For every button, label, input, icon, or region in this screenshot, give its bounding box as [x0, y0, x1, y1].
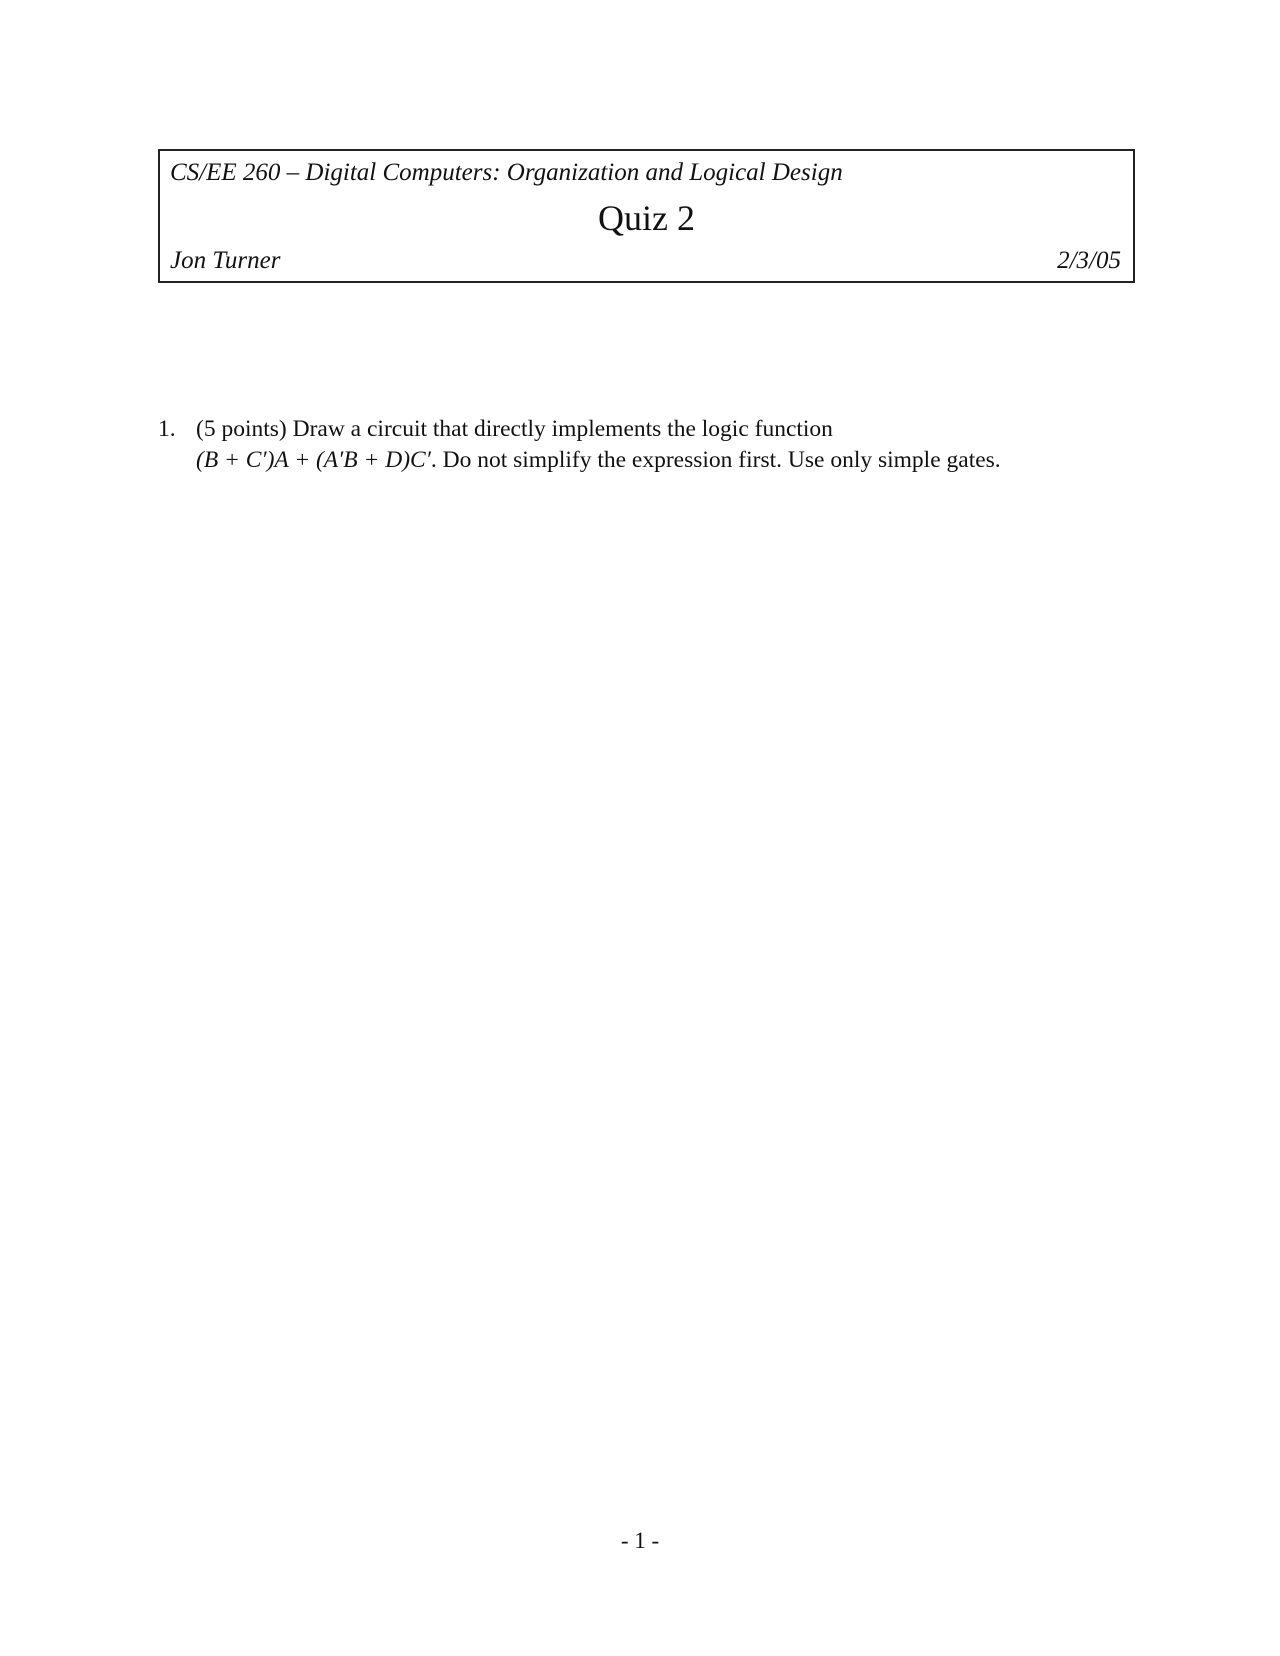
question-number: 1. — [158, 416, 176, 442]
logic-expression: (B + C′)A + (A′B + D)C′ — [196, 447, 431, 473]
page-title: Quiz 2 — [598, 198, 695, 238]
question-text — [196, 414, 1138, 476]
question-instructions: . Do not simplify the expression first. Use only simple gates. — [430, 447, 1001, 473]
page-number: - 1 - — [620, 1528, 660, 1553]
header-box — [158, 149, 1135, 283]
author-name: Jon Turner — [170, 247, 281, 274]
quiz-date: 2/3/05 — [1057, 247, 1121, 274]
question-1 — [158, 414, 1138, 476]
course-title: CS/EE 260 – Digital Computers: Organization and Logical Design — [170, 159, 843, 186]
question-line-1: (5 points) Draw a circuit that directly implements the logic function — [196, 416, 833, 442]
question-line-2 — [196, 445, 1138, 476]
